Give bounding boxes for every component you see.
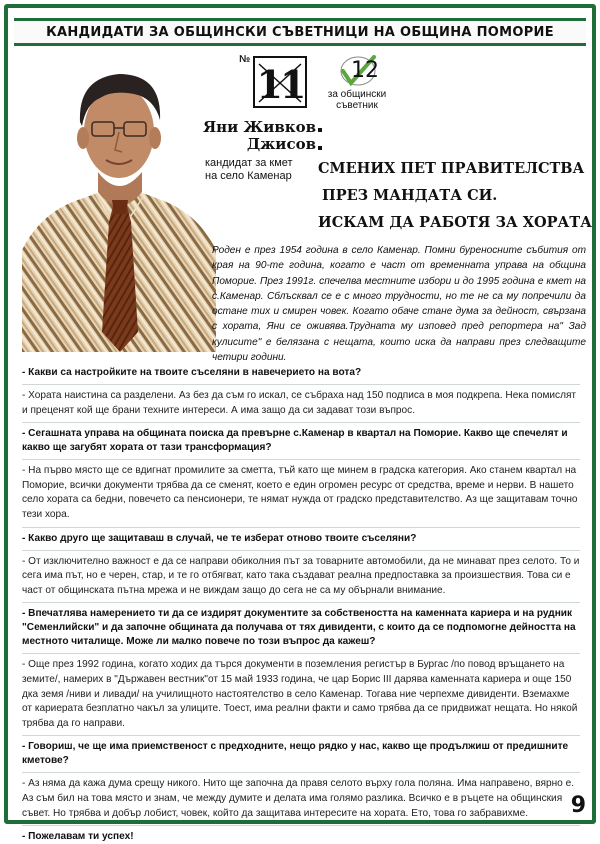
ballot-number-sign: № [239,54,251,65]
candidate-portrait [22,60,216,352]
council-caption-line2: съветник [336,100,378,111]
qa-block [22,532,580,604]
candidate-name [196,119,316,153]
divider [22,735,580,736]
candidate-role [205,157,320,183]
answer: - На първо място ще се вдигнат промилите за сметта, тъй като ще минем в градска категория. Ако станем квартал на Поморие, всички документи трябва да се сменят, което е един огромен ресурс от средства, време и нерви. В нашето село хората са бедни, повечето са пенсионери, те нямат нужда от градско представителство. Аз ще защитавам точно тези хора. [22,465,578,520]
qa-block [22,607,580,736]
answer: - Още през 1992 година, когато ходих да търся документи в поземления регистър в Бургас /по повод връщането на земите/, намерих в "Държавен вестник"от 15 май 1933 година, че цар Борис III дарява каменната кариера и още 150 дка земя /ниви и ливади/ на училищното настоятелство в село Каменар. Тогава ние черпехме дивиденти. Вземахме от кариерата безплатно чакъл за улиците. Тоест, има реални факти и само трябва да се придвижат нещата. Но някой трябва да го направи. [22,659,578,729]
question: - Говориш, че ще имa приемственост с предходните, нещо рядко у нас, какво ще продължиш от предишните кметове? [22,741,569,767]
divider [22,459,580,460]
candidate-role-line2: на село Каменар [205,170,292,182]
header-band [14,18,586,46]
headline [318,155,592,236]
answer: - Аз няма да кажа дума срещу никого. Нито ще започна да правя селото върху гола поляна. Има направено, вярно е. Аз съм бил на това място и знам, че между думите и делата има голямо разлика. Всичко е в ръцете на общинския съвет. Но трябва и добър лобист, човек, който да защитава интересите на хората. Ето, това го забравихме. [22,778,574,819]
qa-block [22,427,580,527]
divider [22,527,580,528]
question: - Впечатлява намерението ти да се издирят документите за собствеността на каменната кариера и на рудник "Семенлийски" и да започне общината да получава от тях дивиденти, с които да се подпомогне дейността на местното читалище. Може ли малко повече по този въпрос да кажеш? [22,608,576,648]
divider [22,825,580,826]
bullet-dot [318,128,322,132]
council-caption [312,89,402,111]
header-title: КАНДИДАТИ ЗА ОБЩИНСКИ СЪВЕТНИЦИ НА ОБЩИНА ПОМОРИЕ [46,24,554,40]
ballot-number: 11 [256,62,304,107]
divider [22,772,580,773]
divider [22,422,580,423]
headline-line3: ИСКАМ ДА РАБОТЯ ЗА ХОРАТА [318,214,592,231]
divider [22,602,580,603]
closing-wish: - Пожелавам ти успех! [22,831,134,843]
answer: - Хората наистина са разделени. Аз без да съм го искал, се събраха над 150 подписа в моя подкрепа. Нека помислят и преценят кой ще брани техните интереси. А има защо да си задават този въпрос. [22,390,577,416]
headline-line1: СМЕНИХ ПЕТ ПРАВИТЕЛСТВА [318,160,585,177]
council-caption-line1: за общински [327,89,387,100]
interview [22,366,580,844]
divider [22,384,580,385]
candidate-name-line2: Джисов [246,135,316,153]
headline-line2: ПРЕЗ МАНДАТА СИ. [322,187,498,204]
question: - Сегашната управа на общината поиска да превърне с.Каменар в квартал на Поморие. Какво ще спечелят и какво ще загубят хората от тази трансформация? [22,428,568,454]
qa-block [22,830,580,844]
qa-block [22,366,580,423]
candidate-name-line1: Яни Живков [202,118,316,136]
council-number: 12 [351,58,379,83]
question: - Какво друго ще защитаваш в случай, че те изберат отново твоите съселяни? [22,532,417,544]
ballot-box [253,56,307,108]
page-number: 9 [570,793,586,818]
candidate-role-line1: кандидат за кмет [205,157,293,169]
qa-block [22,740,580,826]
divider [22,550,580,551]
candidate-bio: Роден е през 1954 година в село Каменар. Помни бурeносните събития от края на 90-те година, когато е част от временната управа на община Поморие. През 1991г. спечелва местните избори и до 1995 година е кмет на с.Каменар. Сблъсквал се е с много трудности, но те не са му попречили да остане тих и смирен човек. Когато обаче стане дума за дейност, свързана с хората, Яни се оживява.Трудната му изповед пред репортера на" Зад кулисите" е белязана с нещата, които иска да направи през следващите четири години. [212,245,586,364]
question: - Какви са настройките на твоите съселяни в навечерието на вота? [22,367,362,378]
divider [22,653,580,654]
answer: - От изключително важност е да се направи обиколния път за товарните автомобили, да не минават през селото. То и сега има път, но е черен, стар, и те го отбягват, като така създават реална предпоставка за произшествия. Това си е част от общинската пътна мрежа и не виждам защо до сега не са му обърнали внимание. [22,555,580,596]
bullet-dot [318,146,322,150]
